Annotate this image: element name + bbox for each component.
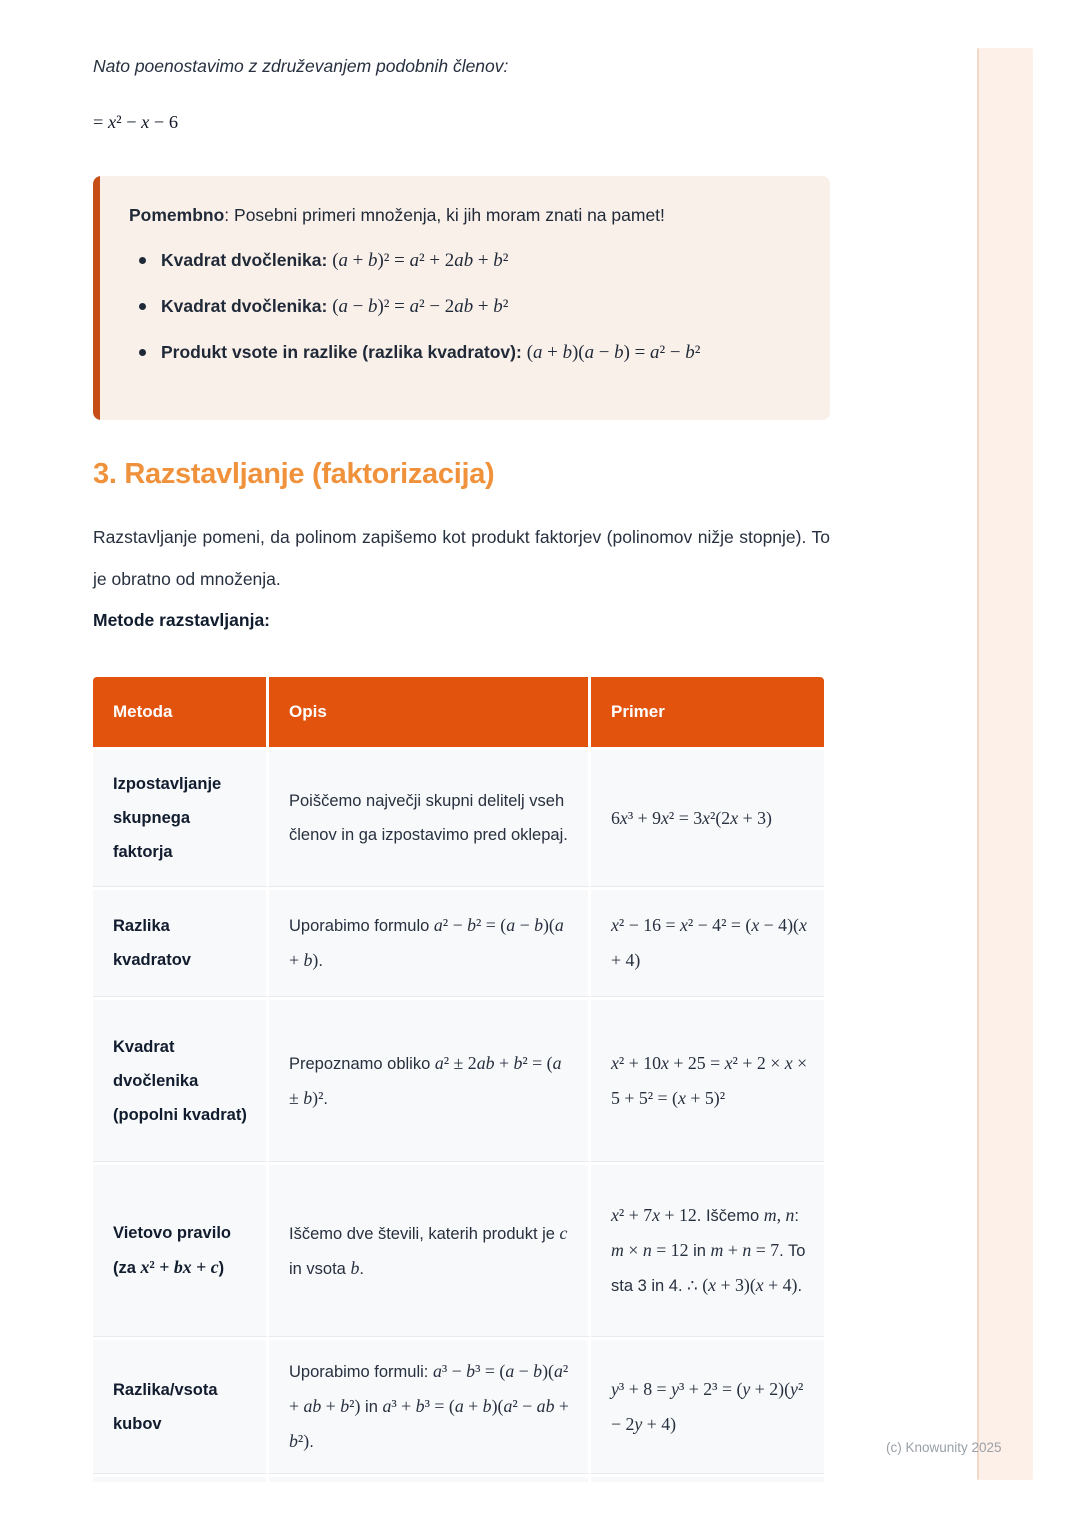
cell-primer: y³ + 8 = y³ + 2³ = (y + 2)(y² − 2y + 4) xyxy=(591,1337,824,1474)
cell-metoda: Izpostavljanje skupnega faktorja xyxy=(93,747,269,887)
header-cell-opis: Opis xyxy=(269,677,591,747)
section-heading: 3. Razstavljanje (faktorizacija) xyxy=(93,458,495,490)
cell-primer: x² − 16 = x² − 4² = (x − 4)(x + 4) xyxy=(591,887,824,997)
table-row xyxy=(93,747,824,887)
header-cell-metoda: Metoda xyxy=(93,677,269,747)
cell-primer: x² + 10x + 25 = x² + 2 × x × 5 + 5² = (x + 5)² xyxy=(591,997,824,1162)
table-row xyxy=(93,887,824,997)
bullet-dot-icon xyxy=(139,257,146,264)
callout-title: Pomembno: Posebni primeri množenja, ki jih moram znati na pamet! xyxy=(129,205,665,225)
callout-accent-bar xyxy=(93,176,100,420)
bullet-item: Produkt vsote in razlike (razlika kvadratov): (a + b)(a − b) = a² − b² xyxy=(129,339,790,366)
table-row xyxy=(93,1337,824,1474)
table-row xyxy=(93,1162,824,1337)
cell-metoda: Razlika kvadratov xyxy=(93,887,269,997)
table-row-clipped xyxy=(93,1474,824,1482)
header-cell-primer: Primer xyxy=(591,677,824,747)
bullet-item: Kvadrat dvočlenika: (a − b)² = a² − 2ab + b² xyxy=(129,293,790,320)
methods-subheading: Metode razstavljanja: xyxy=(93,610,270,630)
bullet-dot-icon xyxy=(139,303,146,310)
cell-metoda: Kvadrat dvočlenika (popolni kvadrat) xyxy=(93,997,269,1162)
bullet-dot-icon xyxy=(139,349,146,356)
table-header-row xyxy=(93,677,824,747)
cell-primer: 6x³ + 9x² = 3x²(2x + 3) xyxy=(591,747,824,887)
important-callout xyxy=(93,176,830,420)
footer-copyright: (c) Knowunity 2025 xyxy=(886,1440,1002,1455)
cell-opis: Prepoznamo obliko a² ± 2ab + b² = (a ± b)². xyxy=(269,997,591,1162)
callout-bullet-list xyxy=(129,247,790,366)
cell-opis: Uporabimo formuli: a³ − b³ = (a − b)(a² + ab + b²) in a³ + b³ = (a + b)(a² − ab + b²). xyxy=(269,1337,591,1474)
methods-table xyxy=(93,677,824,1482)
bullet-item: Kvadrat dvočlenika: (a + b)² = a² + 2ab + b² xyxy=(129,247,790,274)
cell-primer: x² + 7x + 12. Iščemo m, n: m × n = 12 in m + n = 7. To sta 3 in 4. ∴ (x + 3)(x + 4). xyxy=(591,1162,824,1337)
table-row xyxy=(93,997,824,1162)
cell-metoda: Vietovo pravilo (za x² + bx + c) xyxy=(93,1162,269,1337)
cell-opis: Poiščemo največji skupni delitelj vseh členov in ga izpostavimo pred oklepaj. xyxy=(269,747,591,887)
cell-opis: Iščemo dve števili, katerih produkt je c in vsota b. xyxy=(269,1162,591,1337)
equation-text: = x² − x − 6 xyxy=(93,112,179,132)
section-paragraph: Razstavljanje pomeni, da polinom zapišemo kot produkt faktorjev (polinomov nižje stopnje). To je obratno od množenja. xyxy=(93,527,830,589)
cell-metoda: Razlika/vsota kubov xyxy=(93,1337,269,1474)
cell-opis: Uporabimo formulo a² − b² = (a − b)(a + b). xyxy=(269,887,591,997)
page-edge-strip xyxy=(977,48,1033,1480)
intro-sentence: Nato poenostavimo z združevanjem podobnih členov: xyxy=(93,56,509,76)
